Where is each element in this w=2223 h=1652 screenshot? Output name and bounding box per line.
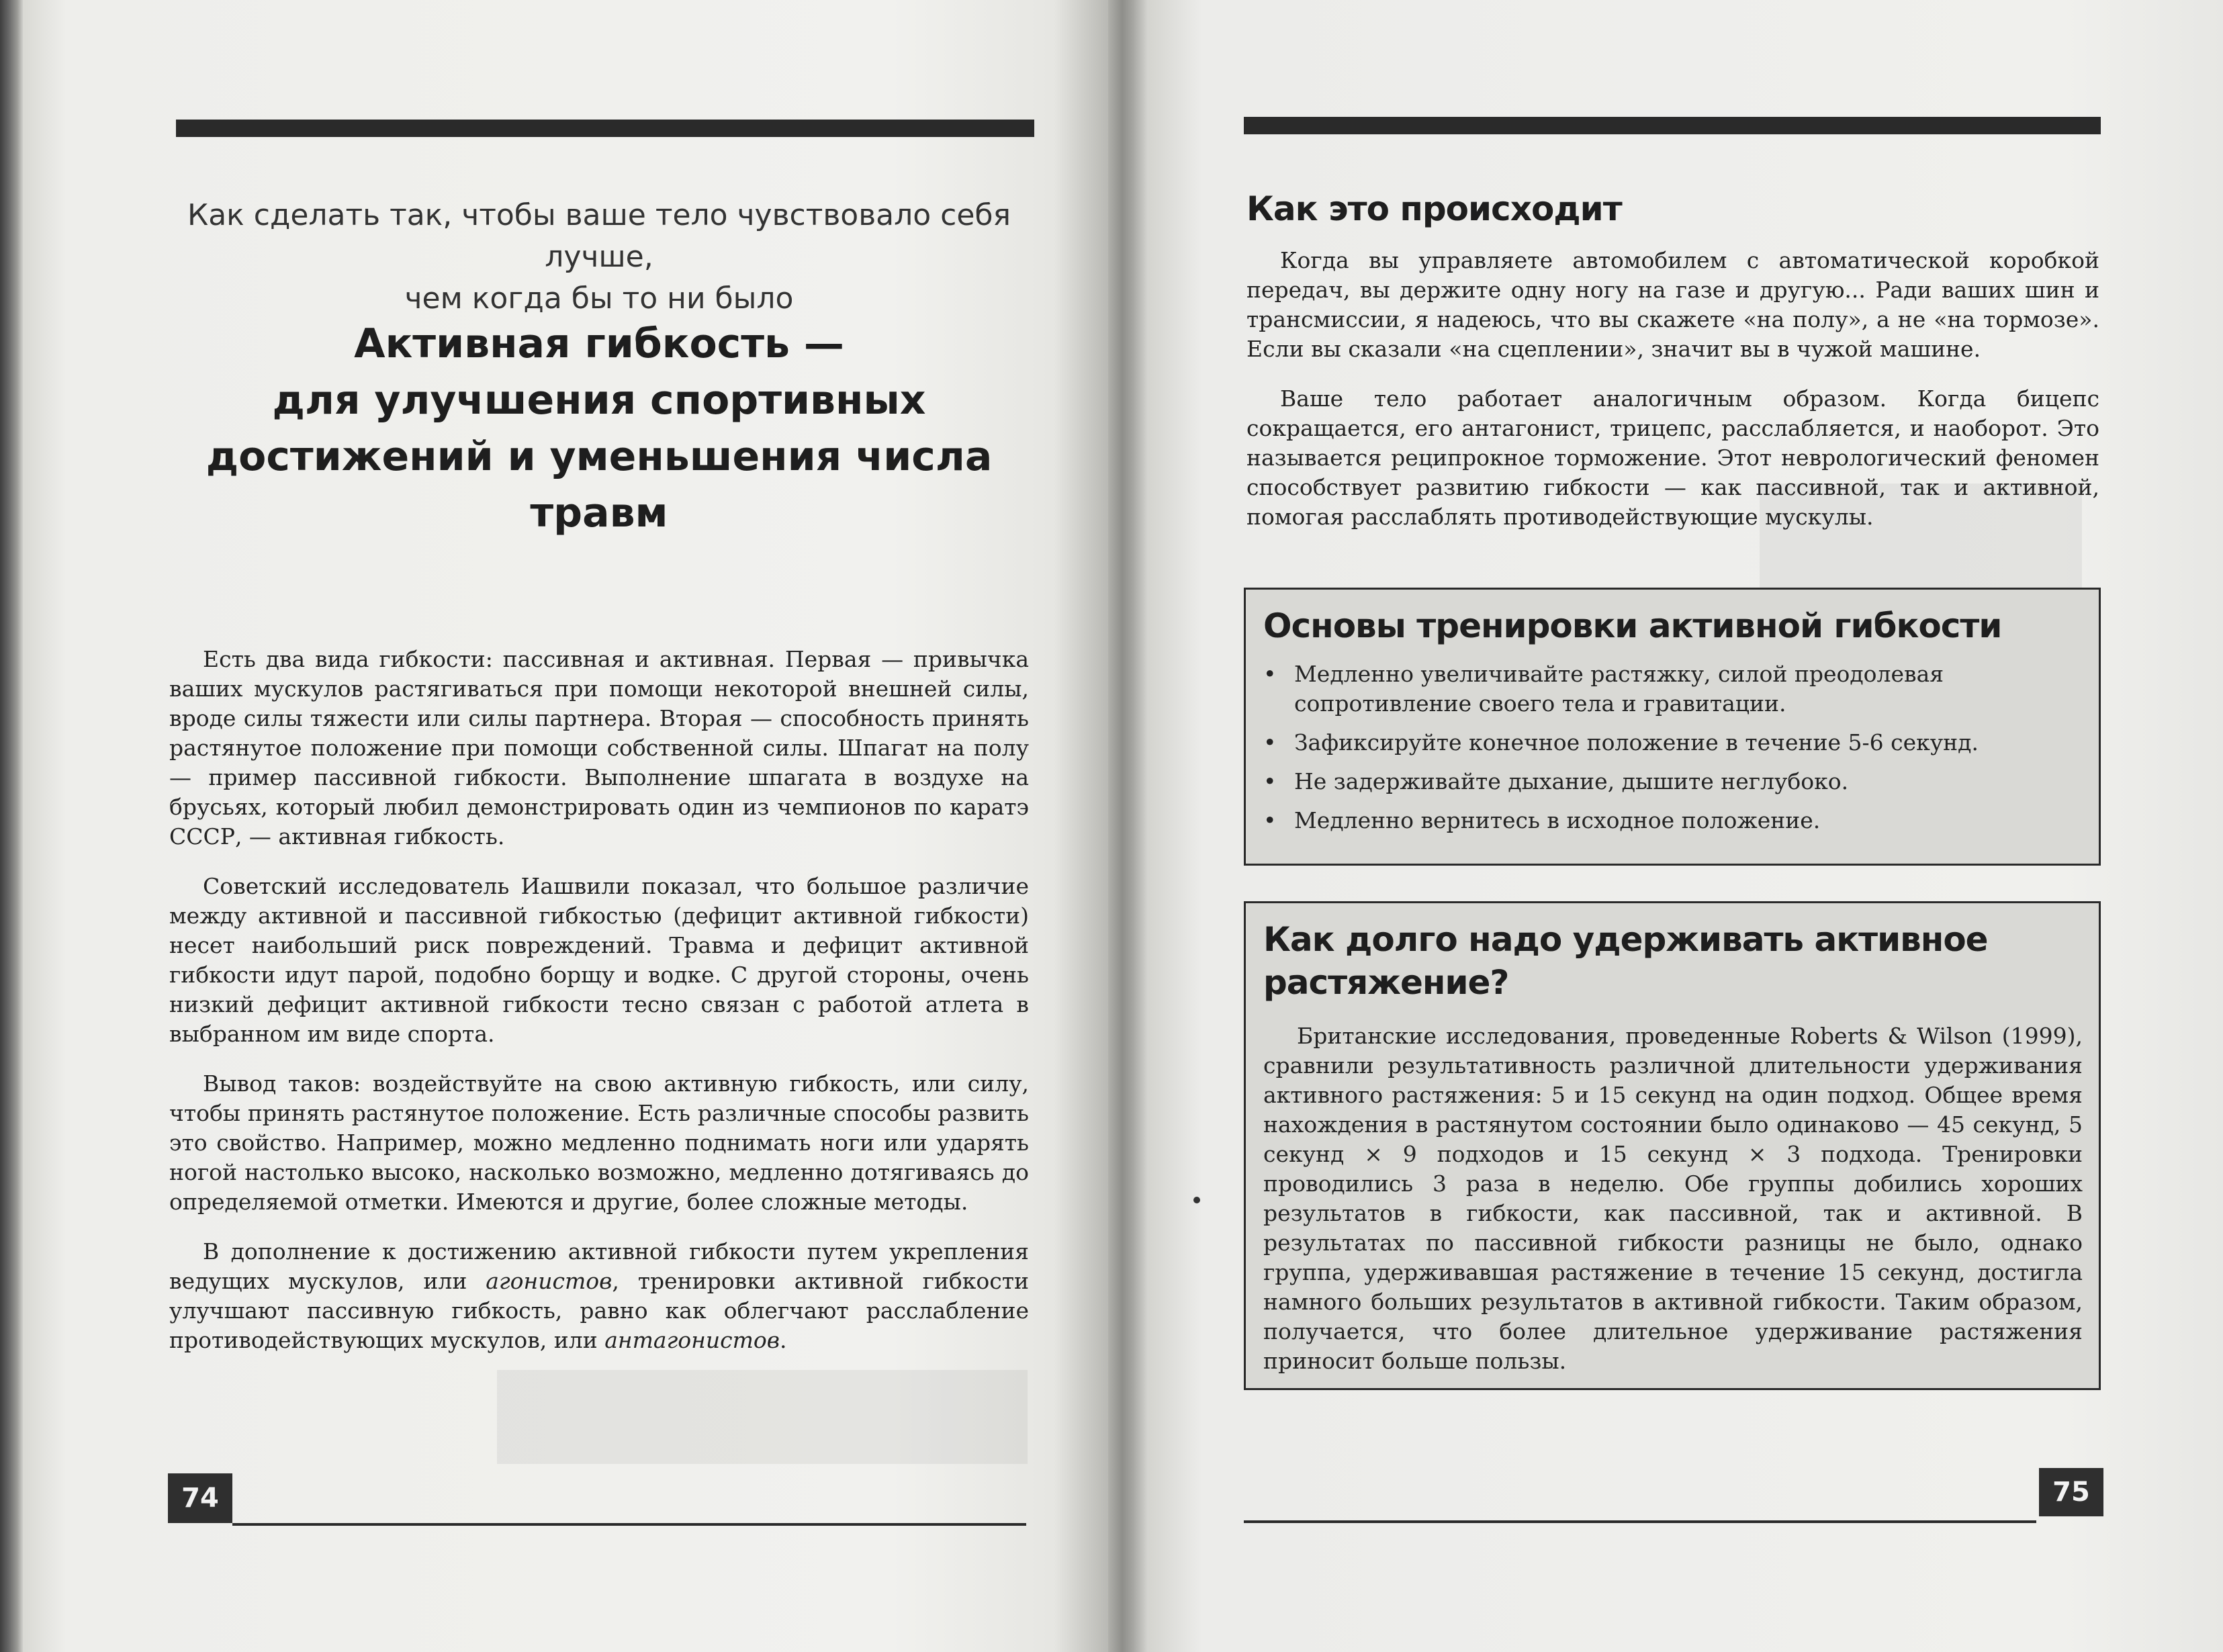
margin-dot — [1193, 1197, 1200, 1203]
paragraph: Ваше тело работает аналогичным образом. Когда бицепс сокращается, его антагонист, трицепс, расслабляется, и наоборот. Это называется реципрокное торможение. Этот неврологический феномен способствует развитию гибкости — как пассивной, так и активной, помогая расслаблять противодействующие мускулы. — [1246, 385, 2099, 530]
page-number-left: 74 — [168, 1473, 232, 1523]
box-title — [1263, 918, 2083, 1004]
chapter-subtitle — [169, 195, 1029, 320]
paragraph: Вывод таков: воздействуйте на свою активную гибкость, или силу, чтобы принять растянутое положение. Есть различные способы развить это свойство. Например, можно медленно поднимать ноги или ударять ногой настолько высоко, насколько возможно, медленно дотягиваясь до определяемой отметки. Имеются и другие, более сложные методы. — [169, 1070, 1029, 1215]
list-item-text: Медленно увеличивайте растяжку, силой преодолевая сопротивление своего тела и гравитации. — [1294, 661, 1944, 717]
page-number-right: 75 — [2039, 1468, 2103, 1516]
box-title: Основы тренировки активной гибкости — [1263, 606, 2002, 645]
bullet-icon: • — [1263, 729, 1277, 755]
box-title-line: растяжение? — [1263, 963, 1509, 1002]
paragraph: Есть два вида гибкости: пассивная и активная. Первая — привычка ваших мускулов растягиваться при помощи некоторой внешней силы, вроде силы тяжести или силы партнера. Вторая — способность принять растянутое положение при помощи собственной силы. Шпагат на полу — пример пассивной гибкости. Выполнение шпагата в воздухе на брусьях, который любил демонстрировать один из чемпионов по каратэ СССР, — активная гибкость. — [169, 646, 1029, 850]
book-gutter — [1108, 0, 1148, 1652]
list-item-text: Зафиксируйте конечное положение в течение 5-6 секунд. — [1294, 729, 1979, 755]
title-line: для улучшения спортивных — [272, 377, 926, 424]
bullet-list — [1263, 659, 2083, 835]
right-body-text — [1246, 246, 2099, 552]
box-paragraph: Британские исследования, проведенные Roberts & Wilson (1999), сравнили результативность различной длительности удерживания активного растяжения: 5 и 15 секунд на один подход. Общее время нахождения в растянутом состоянии было одинаково — 45 секунд, 5 секунд × 9 подходов и 15 секунд × 3 подхода. Тренировки проводились 3 раза в неделю. Обе группы добились хороших результатов в гибкости, как пассивной, так и активной. В результатах по пассивной гибкости разницы не было, однако группа, удерживавшая растяжение в течение 15 секунд, достигла намного больших результатов в активной гибкости. Таким образом, получается, что более длительное удерживание растяжения приносит больше пользы. — [1263, 1023, 2083, 1374]
list-item-text: Не задерживайте дыхание, дышите неглубоко. — [1294, 768, 1849, 794]
text-run: . — [779, 1327, 787, 1353]
italic-term: агонистов — [486, 1268, 613, 1294]
list-item — [1263, 806, 2083, 835]
subtitle-line: Как сделать так, чтобы ваше тело чувствовало себя лучше, — [187, 198, 1011, 274]
right-footer-rule — [1244, 1520, 2036, 1523]
title-line: Активная гибкость — — [354, 320, 844, 367]
subtitle-line: чем когда бы то ни было — [404, 281, 794, 316]
chapter-title — [169, 316, 1029, 541]
box-title-line: Как долго надо удерживать активное — [1263, 920, 1988, 959]
title-line: достижений и уменьшения числа — [206, 433, 993, 480]
list-item — [1263, 767, 2083, 796]
right-top-rule — [1244, 117, 2101, 134]
list-item — [1263, 728, 2083, 758]
left-body-text — [169, 645, 1029, 1375]
book-edge — [0, 0, 23, 1652]
bullet-icon: • — [1263, 661, 1277, 687]
paragraph — [169, 1237, 1029, 1355]
bullet-icon: • — [1263, 807, 1277, 833]
paragraph: Советский исследователь Иашвили показал, что большое различие между активной и пассивной гибкостью (дефицит активной гибкости) несет наибольший риск повреждений. Травма и дефицит активной гибкости идут парой, подобно борщу и водке. С другой стороны, очень низкий дефицит активной гибкости тесно связан с работой атлета в выбранном им виде спорта. — [169, 873, 1029, 1047]
bullet-icon: • — [1263, 768, 1277, 794]
sidebar-box-duration — [1244, 901, 2101, 1390]
paragraph: Когда вы управляете автомобилем с автоматической коробкой передач, вы держите одну ногу на газе и другую... Ради ваших шин и трансмиссии, я надеюсь, что вы скажете «на полу», а не «на тормозе». Если вы сказали «на сцеплении», значит вы в чужой машине. — [1246, 247, 2099, 362]
italic-term: антагонистов — [604, 1327, 780, 1353]
title-line: травм — [530, 490, 668, 537]
left-top-rule — [176, 120, 1034, 137]
list-item — [1263, 659, 2083, 719]
text-run: В дополнение к достижению активной гибкости путем укрепления ведущих мускулов, или — [169, 1238, 1029, 1294]
show-through-shadow — [497, 1370, 1028, 1464]
text-run: , тренировки активной гибкости улучшают пассивную гибкость, равно как облегчают расслабление противодействующих мускулов, или — [169, 1268, 1029, 1353]
section-heading: Как это происходит — [1246, 189, 1622, 228]
left-footer-rule — [232, 1523, 1026, 1526]
sidebar-box-basics — [1244, 588, 2101, 866]
list-item-text: Медленно вернитесь в исходное положение. — [1294, 807, 1821, 833]
